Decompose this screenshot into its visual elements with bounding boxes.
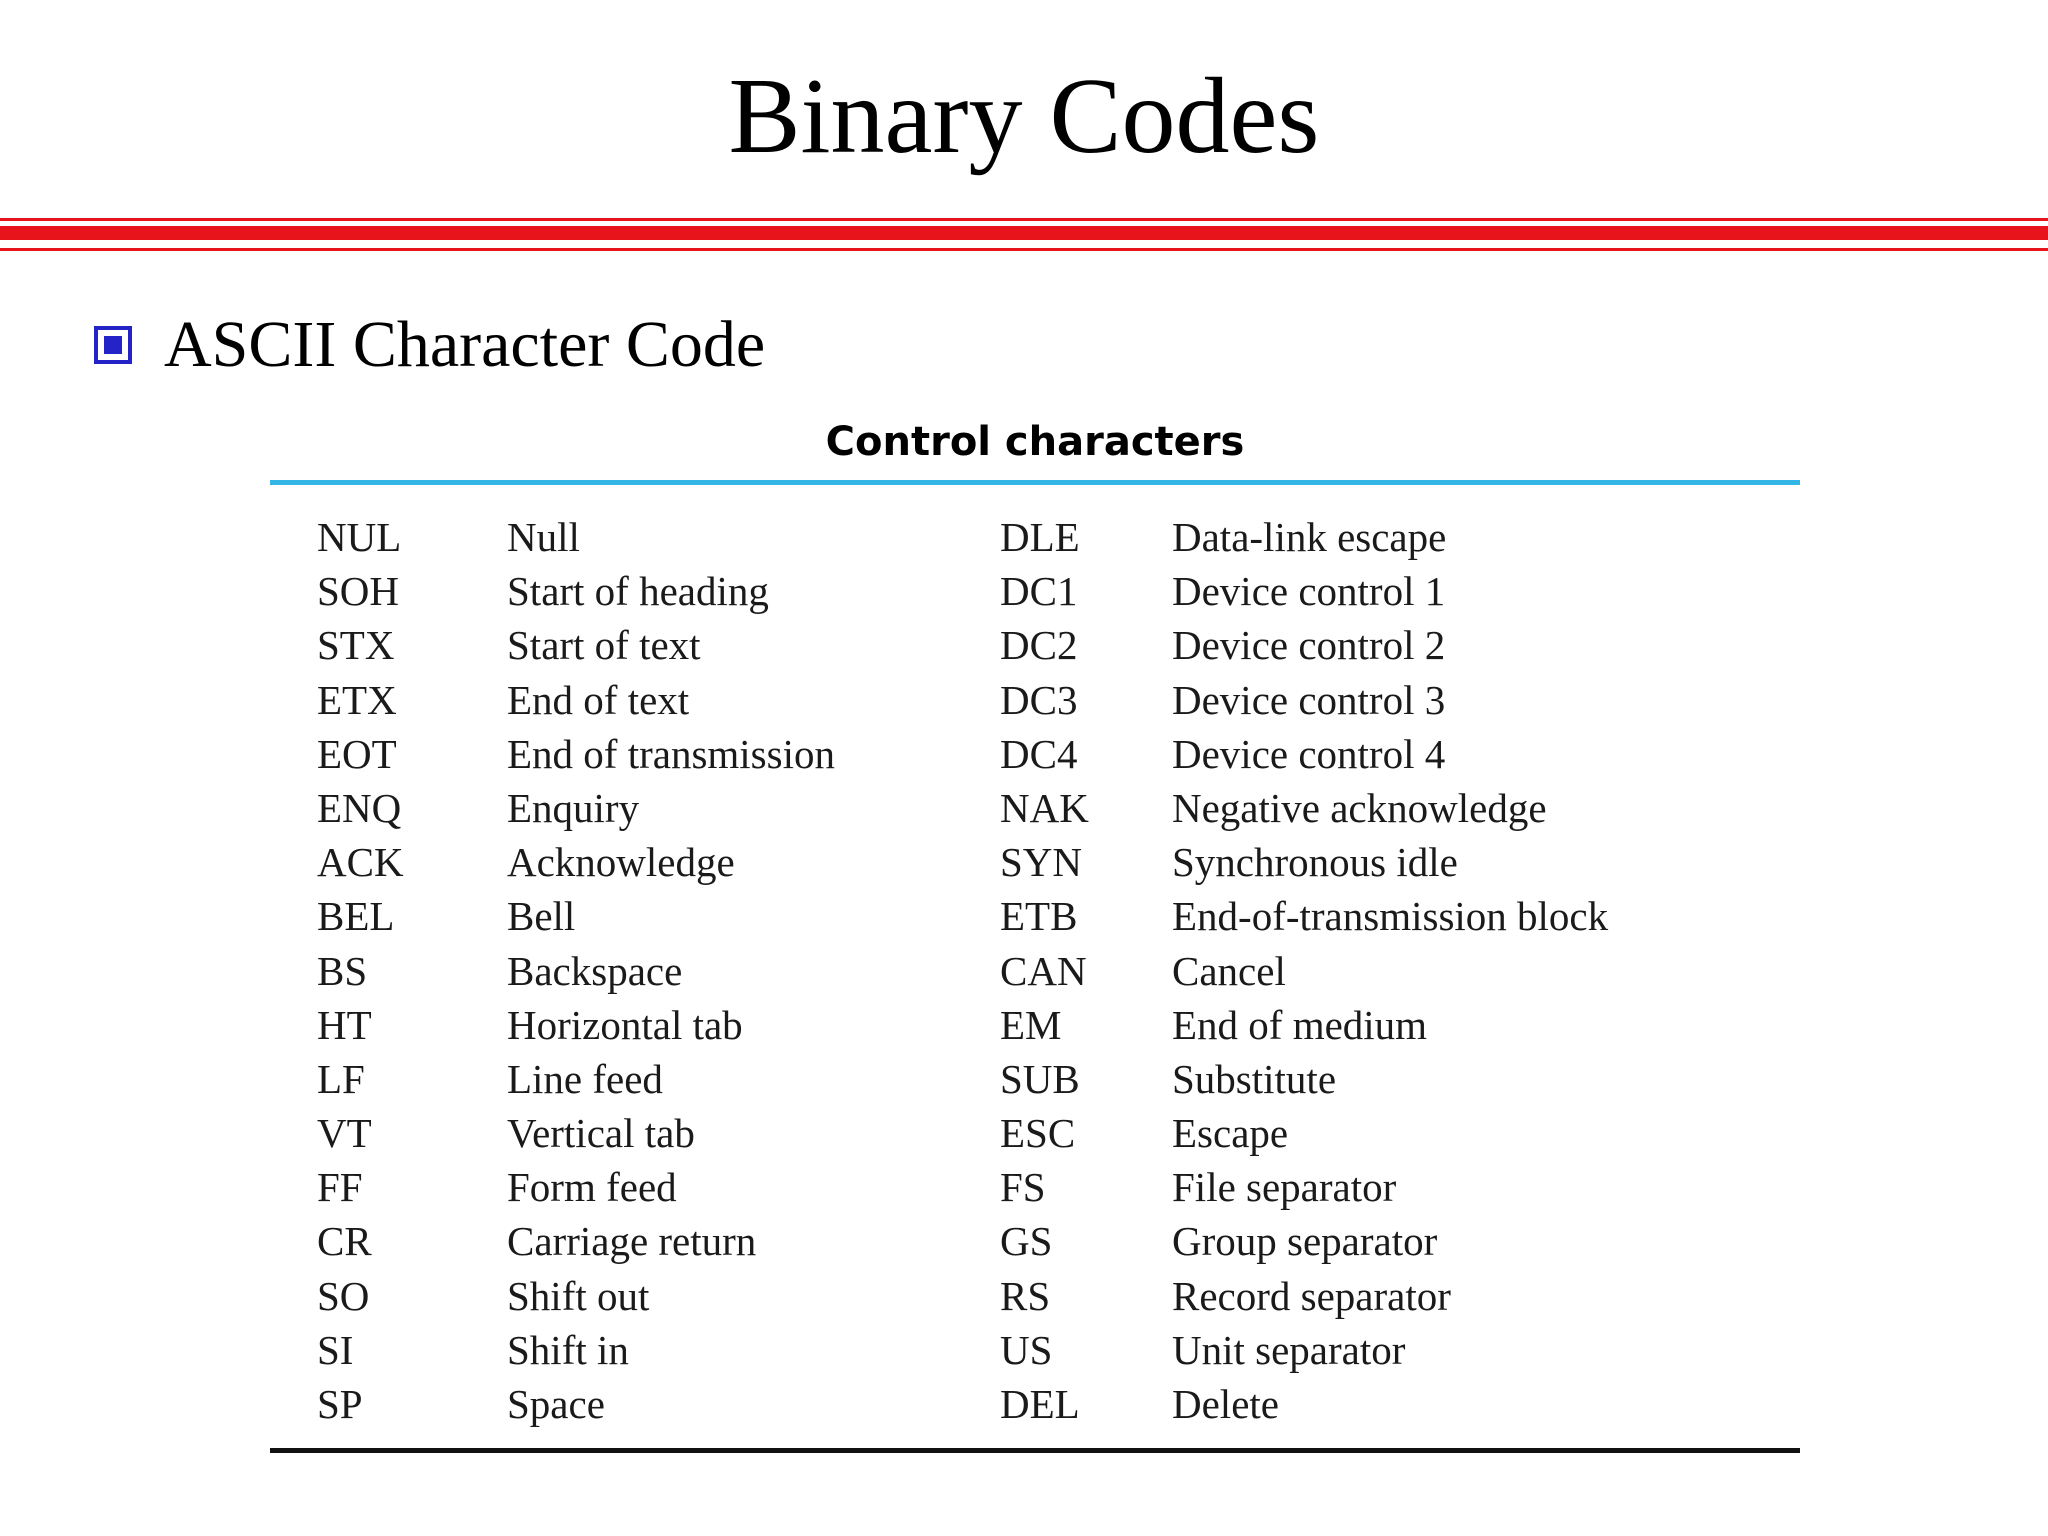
control-description: Acknowledge [507,839,735,886]
table-row [270,1052,1800,1106]
control-description: Start of text [507,622,701,669]
header-rule-top [0,218,2048,221]
control-description: Device control 1 [1172,568,1446,615]
control-code: ETX [317,676,397,723]
control-description: Data-link escape [1172,514,1447,560]
control-description: End of transmission [507,730,835,777]
bullet-item [94,300,765,390]
table-row [270,998,1800,1052]
control-description: Escape [1172,1110,1289,1157]
control-code: RS [1000,1272,1051,1319]
table-row [270,1214,1800,1268]
control-code: DC3 [1000,676,1078,723]
control-code: DEL [1000,1381,1080,1427]
table-row [270,889,1800,943]
table-row [270,673,1800,727]
control-description: Device control 4 [1172,730,1446,777]
control-description: Substitute [1172,1055,1337,1102]
bullet-text: ASCII Character Code [164,308,766,381]
control-code: SO [317,1272,370,1319]
table-row [270,564,1800,618]
control-code: EM [1000,1001,1062,1048]
control-description: Vertical tab [507,1110,695,1157]
table-row [270,1323,1800,1377]
control-description: Bell [507,893,576,940]
control-code: DLE [1000,514,1080,560]
control-code: STX [317,622,395,669]
table-row [270,1269,1800,1323]
control-description: Form feed [507,1164,677,1211]
control-code: FF [317,1164,363,1211]
control-description: Enquiry [507,784,640,831]
control-code: SUB [1000,1055,1080,1102]
control-code: CAN [1000,947,1087,994]
control-code: SYN [1000,839,1083,886]
control-description: Device control 2 [1172,622,1446,669]
table-row [270,510,1800,564]
table-row [270,1106,1800,1160]
header-rule-main [0,226,2048,240]
control-description: Cancel [1172,947,1286,994]
control-description: Backspace [507,947,683,994]
control-description: Synchronous idle [1172,839,1458,886]
control-description: File separator [1172,1164,1397,1211]
table-row [270,1377,1800,1431]
control-description: Carriage return [507,1218,757,1265]
control-code: DC2 [1000,622,1078,669]
control-code: NUL [317,514,402,560]
table-row [270,835,1800,889]
control-code: FS [1000,1164,1046,1211]
control-code: SOH [317,568,400,615]
table-title: Control characters [825,419,1245,465]
page-title: Binary Codes [728,57,1320,176]
control-description: Group separator [1172,1218,1438,1265]
table-row [270,1160,1800,1214]
control-code: ESC [1000,1110,1076,1157]
control-description: Device control 3 [1172,676,1446,723]
control-description: End of text [507,676,690,723]
square-bullet-icon [94,326,132,364]
control-code: SI [317,1326,354,1373]
control-description: Record separator [1172,1272,1451,1319]
control-description: Space [507,1381,605,1427]
table-top-rule [270,480,1800,485]
control-code: LF [317,1055,365,1102]
table-row [270,944,1800,998]
control-code: BS [317,947,368,994]
control-code: US [1000,1326,1053,1373]
table-row [270,727,1800,781]
header-rule-bottom [0,248,2048,251]
control-characters-table [270,510,1800,1431]
control-code: ENQ [317,784,402,831]
control-description: Unit separator [1172,1326,1406,1373]
control-code: CR [317,1218,372,1265]
control-code: NAK [1000,784,1089,831]
control-description: Shift in [507,1326,629,1373]
control-code: EOT [317,730,397,777]
table-row [270,618,1800,672]
table-bottom-rule [270,1448,1800,1453]
control-description: Null [507,514,580,560]
control-description: End of medium [1172,1001,1428,1048]
control-description: Delete [1172,1381,1279,1427]
control-code: DC4 [1000,730,1078,777]
table-row [270,781,1800,835]
control-description: Start of heading [507,568,769,615]
control-description: Horizontal tab [507,1001,743,1048]
control-description: Negative acknowledge [1172,784,1547,831]
control-description: End-of-transmission block [1172,893,1609,940]
control-code: ETB [1000,893,1078,940]
control-description: Shift out [507,1272,650,1319]
control-code: BEL [317,893,395,940]
control-code: HT [317,1001,372,1048]
control-code: DC1 [1000,568,1078,615]
control-code: GS [1000,1218,1053,1265]
control-code: ACK [317,839,404,886]
control-code: SP [317,1381,363,1427]
control-description: Line feed [507,1055,663,1102]
control-code: VT [317,1110,372,1157]
